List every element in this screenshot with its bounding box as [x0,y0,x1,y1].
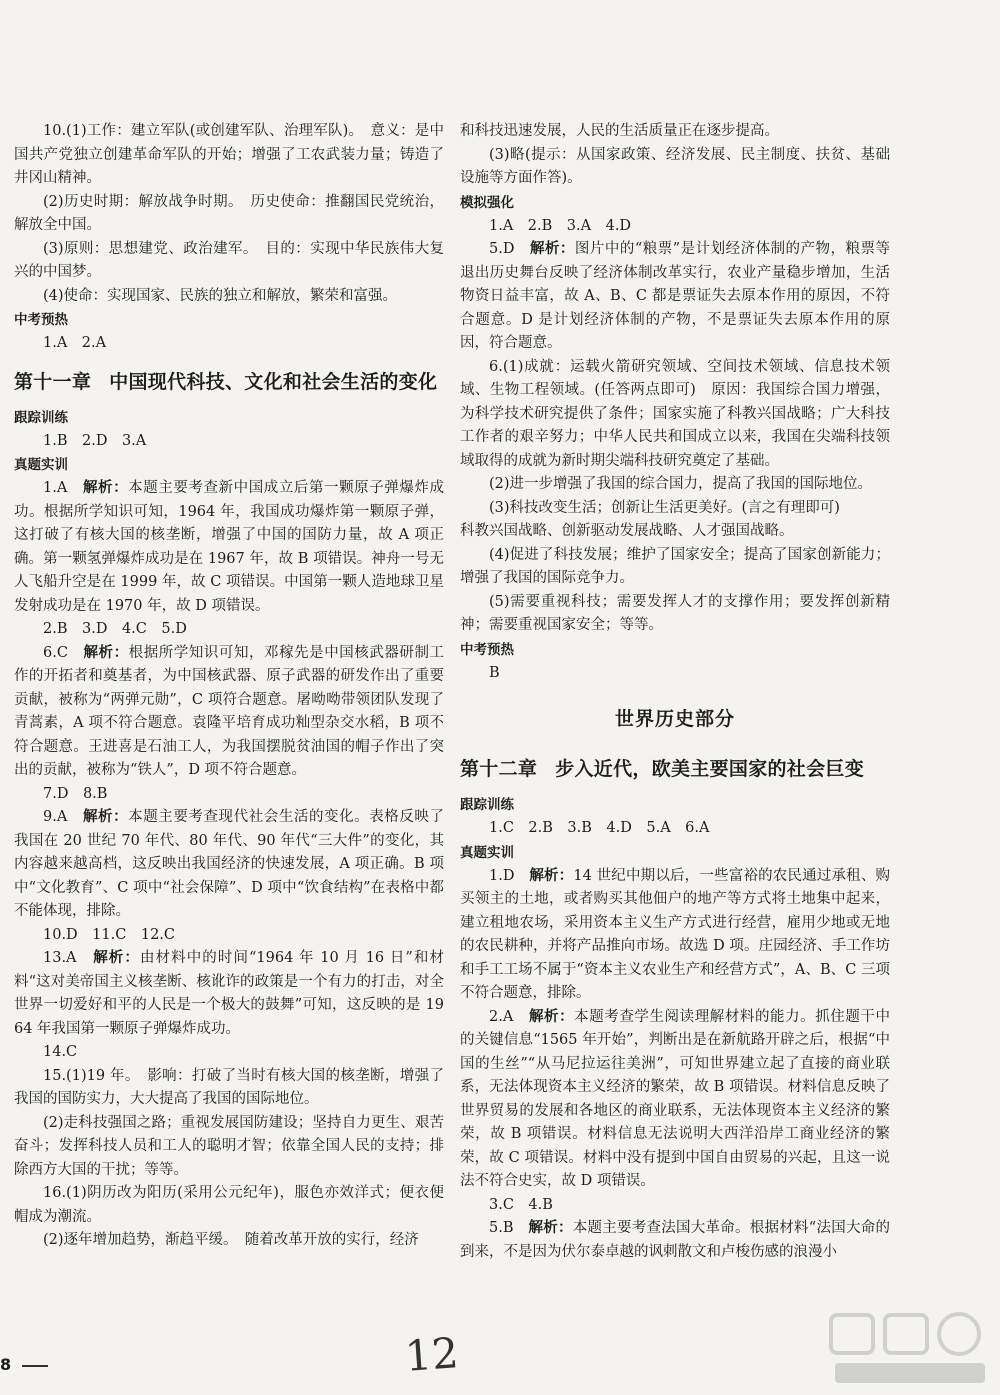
explanation-text: 本题考查学生阅读理解材料的能力。抓住题干中的关键信息“1565 年开始”，判断出是在新航路开辟之后，根据“中国的生丝”“从马尼拉运往美洲”，可知世界建立起了直接的商业联系，无法体现资本主义经济的繁荣，故 B 项错误。材料信息反映了世界贸易的发展和各地区的商业联系，无法体现资本主义经济的繁荣，故 B 项错误。材料信息无法说明大西洋沿岸工商业经济的繁荣，故 C 项错误。材料中没有提到中国自由贸易的兴起，且这一说法不符合史实，故 D 项错误。 [460,1008,891,1189]
explanation-label: 解析： [529,867,574,884]
answer-key: 9.A [43,809,83,825]
answer-explanation [460,1006,890,1194]
chapter-number: 第十二章 [460,758,538,780]
answer-key: 5.B [489,1220,529,1236]
answer-key: 6.C [43,644,84,661]
explanation-text: 图片中的“粮票”是计划经济体制的产物，粮票等退出历史舞台反映了经济体制改革实行，农业产量稳步增加，生活物资日益丰富，故 A、B、C 都是票证失去原本作用的原因，不符合题意。D 是计划经济体制的产物，不是票证失去原本作用的原因，符合题意。 [460,241,890,351]
watermark-logo [827,1311,992,1389]
answer-explanation [14,947,444,1041]
explanation-text: 根据所学知识可知，邓稼先是中国核武器研制工作的开拓者和奠基者，为中国核武器、原子武器的研发作出了重要贡献，被称为“两弹元勋”，C 项符合题意。屠呦呦带领团队发现了青蒿素，A 项不符合题意。袁隆平培育成功籼型杂交水稻，B 项不符合题意。王进喜是石油工人，为我国摆脱贫油国的帽子作出了突出的贡献，被称为“铁人”，D 项不符合题意。 [14,644,445,778]
answer-paragraph: (3)原则：思想建党、政治建军。 目的：实现中华民族伟大复兴的中国梦。 [14,240,444,280]
subsection-heading: 中考预热 [460,641,514,658]
answer-paragraph: 1.A 2.A [43,335,107,351]
answer-paragraph: 16.(1)阴历改为阳历(采用公元纪年)，服色亦效洋式；便衣便帽成为潮流。 [14,1185,444,1225]
answer-key: 13.A [43,950,94,966]
answer-paragraph: 6.(1)成就：运载火箭研究领域、空间技术领域、信息技术领域、生物工程领域。(任答两点即可) 原因：我国综合国力增强，为科学技术研究提供了条件；国家实施了科教兴国战略；广大科技工作者的艰辛努力；中华人民共和国成立以来，我国在尖端科技领域取得的成就为新时期尖端科技研究奠定了基础。 [460,358,890,469]
chapter-heading [460,747,890,791]
explanation-label: 解析： [529,241,575,257]
answer-paragraph: (4)促进了科技发展；维护了国家安全；提高了国家创新能力；增强了我国的国际竞争力。 [460,546,890,586]
answer-paragraph: 15.(1)19 年。 影响：打破了当时有核大国的核垄断，增强了我国的国防实力，大大提高了我国的国际地位。 [14,1067,444,1107]
answer-explanation [460,238,890,356]
explanation-text: 本题主要考查现代社会生活的变化。表格反映了我国在 20 世纪 70 年代、80 年代、90 年代“三大件”的变化，其内容越来越高档，这反映出我国经济的快速发展，A 项正确。B 项中“文化教育”、C 项中“社会保障”、D 项中“饮食结构”在表格中都不能体现，排除。 [14,809,445,919]
left-column [14,120,444,1253]
explanation-label: 解析： [93,950,140,966]
answer-paragraph: 10.(1)工作：建立军队(或创建军队、治理军队)。 意义：是中国共产党独立创建革命军队的开始；增强了工农武装力量；铸造了井冈山精神。 [14,123,444,186]
answer-paragraph: B [489,664,500,681]
answer-paragraph: (5)需要重视科技；需要发挥人才的支撑作用；要发挥创新精神；需要重视国家安全；等等。 [460,593,890,633]
answer-key: 5.D [489,241,530,257]
section-title: 世界历史部分 [614,708,735,730]
answer-explanation [14,642,444,783]
explanation-label: 解析： [82,480,129,496]
handwritten-page-mark: 12 [403,1328,461,1381]
answer-paragraph: 1.A 2.B 3.A 4.D [489,217,632,234]
answer-paragraph: (2)走科技强国之路；重视发展国防建设；坚持自力更生、艰苦奋斗；发挥科技人员和工人的聪明才智；依靠全国人民的支持；排除西方大国的干扰；等等。 [14,1114,444,1178]
answer-paragraph: (2)进一步增强了我国的综合国力，提高了我国的国际地位。 [489,476,873,492]
explanation-text: 本题主要考查法国大革命。根据材料“法国大命的到来，不是因为伏尔泰卓越的讽刺散文和卢梭伤感的浪漫小 [460,1220,890,1260]
subsection-heading: 真题实训 [460,844,514,861]
explanation-label: 解析： [528,1220,573,1236]
answer-paragraph: 14.C [43,1044,78,1060]
answer-key: 2.A [489,1008,529,1025]
answer-key: 1.D [489,867,530,884]
answer-paragraph: (2)历史时期：解放战争时期。 历史使命：推翻国民党统治，解放全中国。 [14,193,444,233]
answer-paragraph: 1.C 2.B 3.B 4.D 5.A 6.A [489,820,710,836]
subsection-heading: 中考预热 [14,312,68,328]
answer-paragraph: (3)略(提示：从国家政策、经济发展、民主制度、扶贫、基础设施等方面作答)。 [460,146,890,186]
answer-paragraph: 7.D 8.B [43,785,108,802]
subsection-heading: 模拟强化 [460,194,514,211]
chapter-heading [14,360,444,404]
subsection-heading: 真题实训 [14,457,68,473]
subsection-heading: 跟踪训练 [460,797,514,813]
answer-explanation [14,806,444,924]
answer-paragraph: (3)科技改变生活；创新让生活更美好。(言之有理即可) [489,499,840,516]
answer-paragraph: (4)使命：实现国家、民族的独立和解放，繁荣和富强。 [43,287,398,304]
footer-rule [22,1365,48,1367]
explanation-text: 14 世纪中期以后，一些富裕的农民通过承租、购买领主的土地，或者购买其他佃户的地产等方式将土地集中起来，建立租地农场，采用资本主义生产方式进行经营，雇用少地或无地的农民耕种，并将产品推向市场。故选 D 项。庄园经济、手工作坊和手工工场不属于“资本主义农业生产和经营方式”，A、B、C 三项不符合题意，排除。 [460,867,891,1001]
explanation-label: 解析： [82,809,129,825]
explanation-text: 由材料中的时间“1964 年 10 月 16 日”和材料“这对美帝国主义核垄断、核讹诈的政策是一个有力的打击，对全世界一切爱好和平的人民是一个极大的鼓舞”可知，这反映的是 1964 年我国第一颗原子弹爆炸成功。 [14,950,445,1037]
chapter-title: 步入近代，欧美主要国家的社会巨变 [555,758,865,780]
answer-paragraph: (2)逐年增加趋势，渐趋平缓。 随着改革开放的实行，经济 [43,1232,419,1248]
answer-explanation [460,865,890,1006]
answer-paragraph: 和科技迅速发展，人民的生活质量正在逐步提高。 [460,123,779,139]
answer-paragraph: 10.D 11.C 12.C [43,926,175,943]
subsection-heading: 跟踪训练 [14,409,68,426]
explanation-label: 解析： [528,1008,575,1025]
answer-paragraph: 2.B 3.D 4.C 5.D [43,621,187,637]
answer-paragraph: 科教兴国战略、创新驱动发展战略、人才强国战略。 [460,523,794,539]
answer-paragraph: 1.B 2.D 3.A [43,432,147,449]
chapter-number: 第十一章 [14,370,92,393]
explanation-label: 解析： [83,644,129,661]
answer-paragraph: 3.C 4.B [489,1196,553,1213]
answer-explanation [460,1217,890,1264]
answer-explanation [14,477,444,618]
answer-key: 1.A [43,480,83,496]
chapter-title: 中国现代科技、文化和社会生活的变化 [109,370,438,393]
page-number: 8 [0,1355,12,1374]
right-column [460,120,890,1264]
explanation-text: 本题主要考查新中国成立后第一颗原子弹爆炸成功。根据所学知识可知，1964 年，我国成功爆炸第一颗原子弹，这打破了有核大国的核垄断，增强了中国的国防力量，故 A 项正确。第一颗氢弹爆炸成功是在 1967 年，故 B 项错误。神舟一号无人飞船升空是在 1999 年，故 C 项错误。中国第一颗人造地球卫星发射成功是在 1970 年，故 D 项错误。 [14,480,445,614]
